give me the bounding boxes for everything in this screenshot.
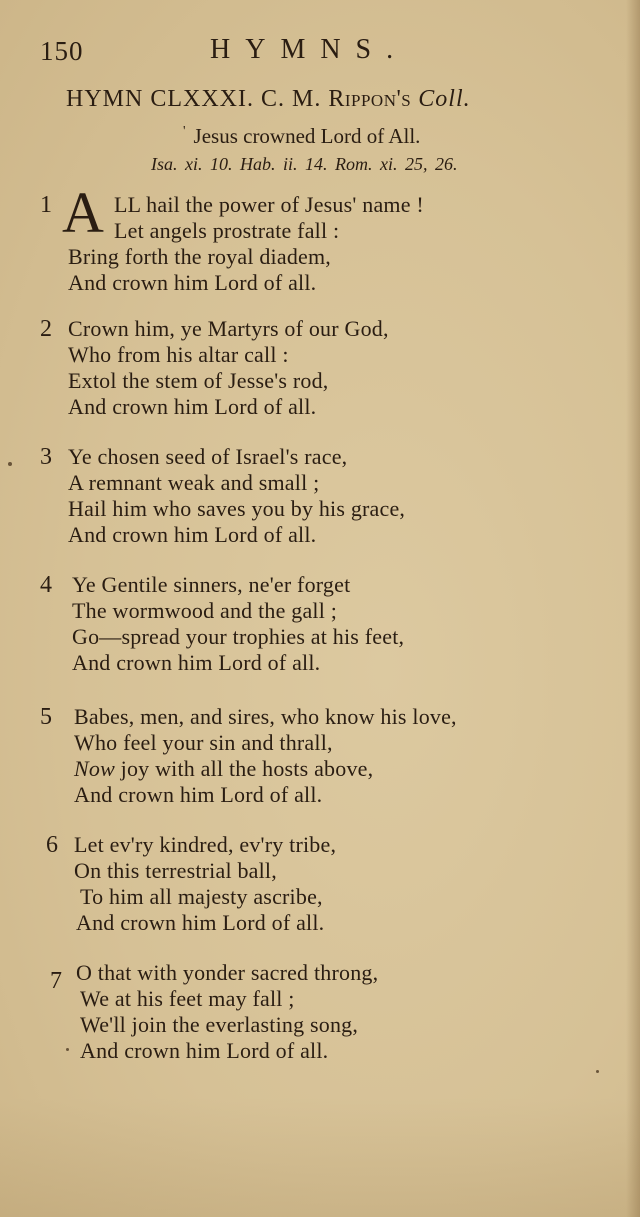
verse-line: Let ev'ry kindred, ev'ry tribe, bbox=[74, 832, 337, 857]
verse-line bbox=[74, 756, 373, 782]
verse-line: The wormwood and the gall ; bbox=[72, 598, 338, 623]
verse-line: And crown him Lord of all. bbox=[76, 910, 325, 935]
hymn-subject-text: Jesus crowned Lord of All. bbox=[193, 124, 421, 148]
verse-line: Ye chosen seed of Israel's race, bbox=[68, 444, 348, 469]
verse-number: 4 bbox=[40, 572, 52, 598]
verse-line: And crown him Lord of all. bbox=[68, 270, 317, 295]
verse-line: Go—spread your trophies at his feet, bbox=[72, 624, 405, 649]
verse-line: Ye Gentile sinners, ne'er forget bbox=[72, 572, 351, 597]
verse-line: Crown him, ye Martyrs of our God, bbox=[68, 316, 389, 341]
verse-line: LL hail the power of Jesus' name ! bbox=[114, 192, 424, 217]
verse-number: 5 bbox=[40, 704, 52, 730]
verse-number: 2 bbox=[40, 316, 52, 342]
verse-line-rest: joy with all the hosts above, bbox=[114, 756, 374, 781]
verse-line: And crown him Lord of all. bbox=[68, 522, 317, 547]
hymn-collection-abbr: Coll. bbox=[418, 86, 471, 112]
paper-speck bbox=[66, 1048, 69, 1051]
running-title: HYMNS. bbox=[210, 34, 409, 65]
hymn-subject bbox=[183, 124, 420, 149]
subject-mark: ' bbox=[183, 124, 186, 139]
verse-number: 1 bbox=[40, 192, 52, 218]
paper-speck bbox=[8, 462, 12, 466]
verse-line: We'll join the everlasting song, bbox=[80, 1012, 359, 1037]
verse-line: And crown him Lord of all. bbox=[72, 650, 321, 675]
verse-line: Let angels prostrate fall : bbox=[114, 218, 340, 243]
hymn-heading bbox=[66, 86, 626, 113]
verse-line: Hail him who saves you by his grace, bbox=[68, 496, 406, 521]
running-head bbox=[40, 34, 600, 68]
verse-number: 7 bbox=[50, 968, 62, 994]
verse-line: O that with yonder sacred throng, bbox=[76, 960, 379, 985]
verse-line: A remnant weak and small ; bbox=[68, 470, 320, 495]
page-number: 150 bbox=[40, 36, 84, 66]
verse-line: We at his feet may fall ; bbox=[80, 986, 295, 1011]
verse-line: Babes, men, and sires, who know his love, bbox=[74, 704, 457, 729]
verse-line: To him all majesty ascribe, bbox=[80, 884, 323, 909]
emphasis-word: Now bbox=[74, 756, 115, 781]
verse-line: Extol the stem of Jesse's rod, bbox=[68, 368, 329, 393]
verse-line: Bring forth the royal diadem, bbox=[68, 244, 332, 269]
verse-number: 3 bbox=[40, 444, 52, 470]
hymn-collection: Rippon's bbox=[328, 86, 412, 112]
verse-number: 6 bbox=[46, 832, 58, 858]
paper-speck bbox=[596, 1070, 599, 1073]
drop-cap: A bbox=[62, 180, 104, 245]
verse-line: And crown him Lord of all. bbox=[68, 394, 317, 419]
scripture-references: Isa. xi. 10. Hab. ii. 14. Rom. xi. 25, 26. bbox=[151, 154, 458, 174]
verse-line: On this terrestrial ball, bbox=[74, 858, 277, 883]
verse-line: Who feel your sin and thrall, bbox=[74, 730, 333, 755]
verse-line: And crown him Lord of all. bbox=[74, 782, 323, 807]
verse-line: Who from his altar call : bbox=[68, 342, 289, 367]
verse-line: And crown him Lord of all. bbox=[80, 1038, 329, 1063]
hymn-number: HYMN CLXXXI. C. M. bbox=[66, 86, 322, 112]
